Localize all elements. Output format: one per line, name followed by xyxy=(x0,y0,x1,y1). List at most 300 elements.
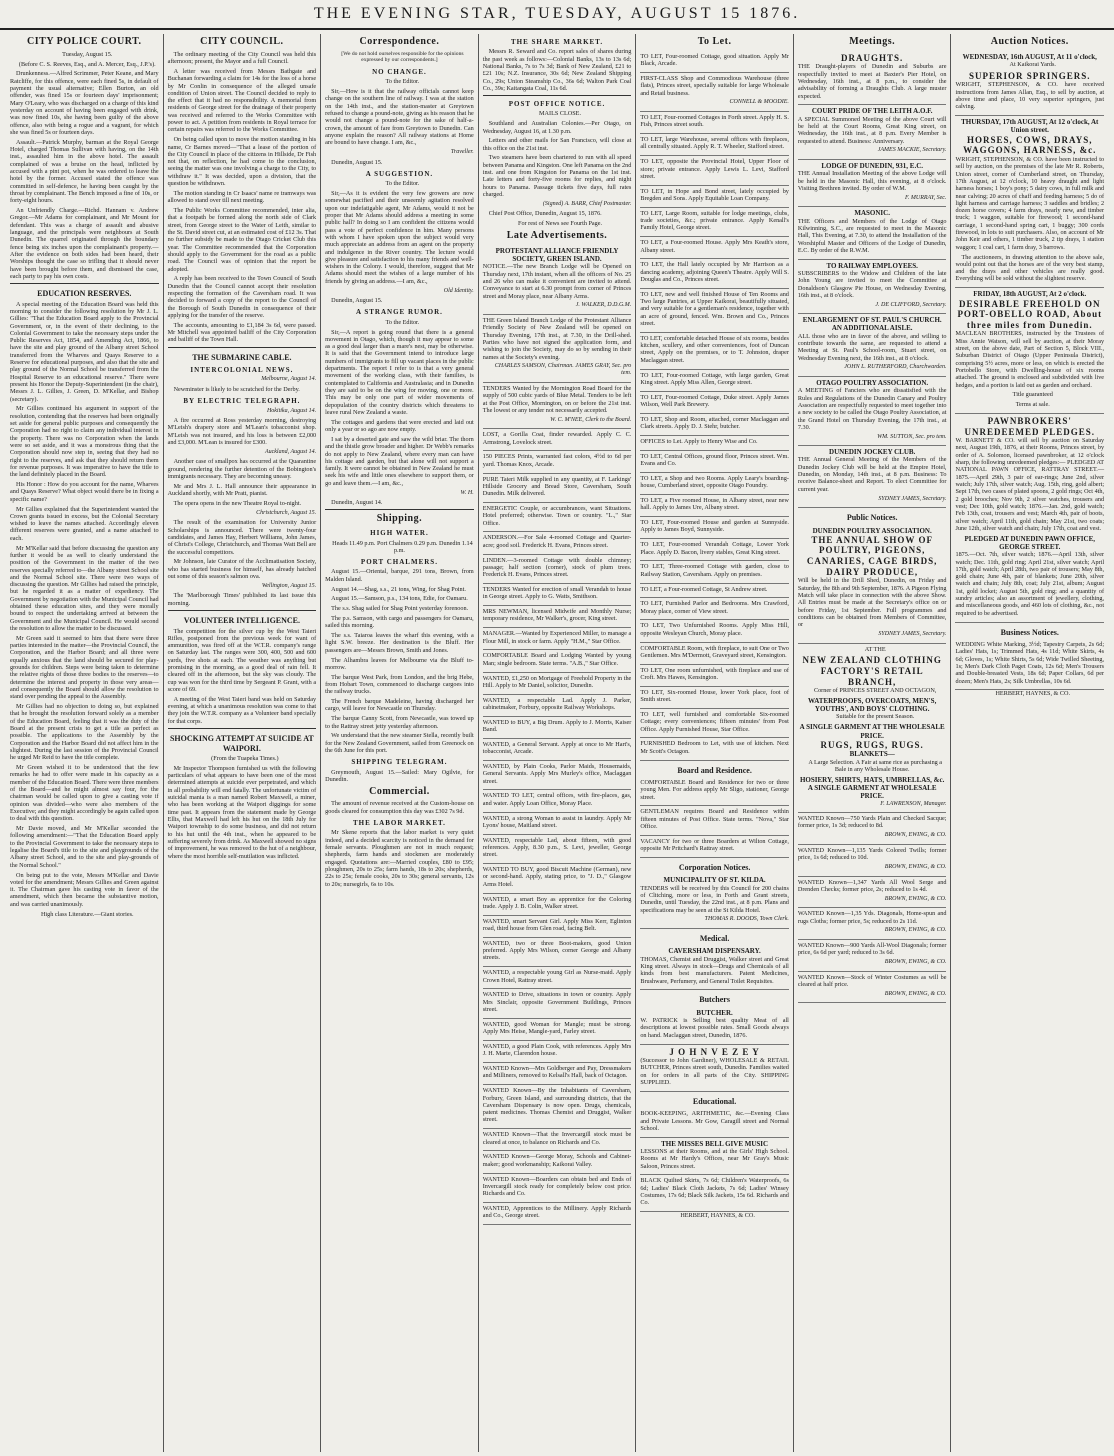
post-office-signature: (Signed) A. BARR, Chief Postmaster. xyxy=(542,200,632,207)
shipping-entry: The French barque Madeleine, having discharged her cargo, will leave for Newcastle on Thursday. xyxy=(325,698,474,713)
article-paragraph: On being put to the vote, Messrs M'Kellar and Davie voted for the amendment; Messrs Gillies and Green against it. The Chairman gave his casting vote in favor of the amendment, which then became the substantive motion, and was carried unanimously. xyxy=(10,871,159,908)
notice-heading: DUNEDIN POULTRY ASSOCIATION. xyxy=(812,526,932,535)
shipping-entry: The barque Canny Scott, from Newcastle, was towed up to the Rattray street jetty yesterday afternoon. xyxy=(325,715,474,730)
notice-heading: ENLARGEMENT OF ST. PAUL'S CHURCH. AN ADDITIONAL AISLE. xyxy=(802,316,942,333)
notice xyxy=(798,160,947,207)
correspondence-heading: Correspondence. xyxy=(359,36,440,47)
auction-date: THURSDAY, 17th AUGUST, At 12 o'clock, At Union street. xyxy=(961,118,1099,135)
letter-heading: A SUGGESTION. xyxy=(365,169,434,178)
classified-ad xyxy=(640,73,789,112)
notice xyxy=(798,51,947,106)
auction-body: 1875.—Oct. 7th, silver watch; 1876.—April 13th, silver watch; Dec. 11th, gold ring; April 21st, silver watch; April 17th, gold watch; April 28th, two pair of trousers; May 8th, gold chain; June 4th, pair of blankets; June 20th, silver watch and chain; July 8th, coat; July 21st, album; August 1st, gold locket; August 5th, gold ring; and a quantity of sundry articles; also an assortment of jewellery, clothing, and miscellaneous goods, and 460 lots of clothing, &c., not required to be advertised. xyxy=(955,551,1105,617)
column-footer: HERBERT, HAYNES, & CO. xyxy=(680,1212,755,1220)
ad-body: BLACK Quilted Skirts, 7s 6d; Children's Waterproofs, 6s 6d; Ladies' Black Cloth Jackets, 7s 6d; Ladies' Winsey Costumes, 17s 6d; Black Silk Jackets, 15s 6d. Richards and Co. xyxy=(640,1177,789,1207)
classified-ad xyxy=(483,717,632,739)
ad-body: TO LET, the Hall lately occupied by Mr Harrison as a dancing academy, adjoining Queen's Theatre. Apply Will S. Douglas and Co., Princes street. xyxy=(640,261,789,283)
ad-body: WANTED Known—By the Inhabitants of Caversham, Forbury, Green Island, and surrounding districts, that the Caversham Dispensary is now open. Drugs, chemicals, patent medicines. Thomas Chemist and Druggist, Walker street. xyxy=(482,1087,632,1124)
letter-heading: NO CHANGE. xyxy=(372,67,427,76)
post-office-subheading: MAILS CLOSE. xyxy=(539,110,581,118)
article-paragraph: Mr Johnson, late Curator of the Acclimatisation Society, who has started business for himself, has already hatched out some of this season's salmon ova. xyxy=(167,558,317,581)
education-heading: EDUCATION RESERVES. xyxy=(37,289,132,299)
ad-body: (Successor to John Gardiner), WHOLESALE & RETAIL BUTCHER, Princes street south, Dunedin. Families waited on for orders in all parts of the City. SHIPPING SUPPLIED. xyxy=(640,1057,789,1087)
late-advertisements-heading: Late Advertisements. xyxy=(506,230,608,242)
shipping-entry: August 15.—Oriental, barque, 291 tons, Brown, from Malden Island. xyxy=(325,568,474,583)
classified-ad xyxy=(483,695,632,717)
notice-signature: JAMES MACKIE, Secretary. xyxy=(877,147,947,154)
auction-body: W. BARNETT & CO. will sell by auction on Saturday next, August 19th, 1876, at their Rooms, Princes street, by order of A. Solomon, licensed pawnbroker, at 12 o'clock sharp, the following unredeemed pledges:— PLEDGED AT NATIONAL PAWN OFFICE, RATTRAY STREET.— 1875.—April 29th, 3 pair of ear-rings; June 2nd, silver watch; July 17th, silver watch; Aug. 15th, ring, gold albert; Sept 17th, two cases of plated spoons, 2 gold rings; Oct 4th, 2 gold brooches; Nov 9th, 2 silver watches, trousers and vest; Dec 10th, gold watch; 1876.—Jan. 2nd, gold watch; Feb 13th, coat, trousers and vest; March 4th, pair of boots, silver watch; April 11th, gold chain; May 21st, two coats; June 12th, silver watch and chain; July 17th, coat and vest. xyxy=(955,437,1105,532)
ad-body: WANTED to BUY, a Big Drum. Apply to J. Morris, Kaiser Band. xyxy=(482,718,632,734)
classified-ad xyxy=(483,790,632,812)
classified-ad xyxy=(640,451,789,473)
article-paragraph: (Before C. S. Reeves, Esq., and A. Mercer, Esq., J.P.'s). xyxy=(18,60,156,68)
classified-ad xyxy=(640,495,789,517)
article-paragraph: The opera opens in the new Theatre Royal to-night. xyxy=(173,499,302,507)
classified-ad xyxy=(955,639,1104,690)
ad-body: 150 PIECES Prints, warranted fast colors, 4½d to 6d per yard. Thomas Knox, Arcade. xyxy=(482,453,632,468)
ad-body: VACANCY for two or three Boarders at Wilton Cottage, opposite Mr Pritchard's Rattray street. xyxy=(640,837,789,853)
notice-body: SUBSCRIBERS to the Widow and Children of the late John Young are invited to meet the Committee at Donaldson's Glasgow Pie House, on Wednesday Evening, 16th inst., at 8 o'clock. xyxy=(797,269,947,299)
letter-salutation: To the Editor. xyxy=(385,78,420,86)
article-paragraph: Mr Inspector Thompson furnished us with the following particulars of what appears to have been one of the most determined attempts at suicide ever perpetrated, and which in all probability will end fatally. The unfortunate victim of suicidal mania is a man named Robert Maxwell, a miner, who has been working at the Waipori diggings for some time past. It appears from the statement made by George Ellis, that Maxwell had left his hut on the 18th July for Waipori township to do some business, and did not return to his hut until the 4th inst., when he appeared to be suffering severely from drink. As Maxwell showed no signs of improvement, he was removed to the hut of a neighbour, where the most horrible self-mutilation was inflicted. xyxy=(167,764,317,860)
ad-body: NOTICE.—The new Branch Lodge will be Opened on Thursday next, 17th instant, when all the officers of No. 25 and 26 who can make it convenient are invited to attend. Conveyance to start at 6.30 prompt from corner of Princes street and Moray place, near Albany Arms. xyxy=(482,263,632,300)
dateline: Hokitika, August 14. xyxy=(266,407,317,414)
notice-heading: DUNEDIN JOCKEY CLUB. xyxy=(829,448,916,457)
port-heading: PORT CHALMERS. xyxy=(360,558,438,567)
column-5 xyxy=(636,34,794,1452)
article-paragraph: The competition for the silver cup by the West Taieri Rifles, postponed from the previous week for want of ammunition, was fired off at the W.T.R. company's range on Saturday last. The ranges were 300, 400, 500 and 600 yards, five shots at each. The weather was anything but promising in the morning, as a good deal of rain fell. It cleared off in the afternoon, but the sky was cloudy. The cup was won for the third time by Sergeant P. Grant, with a score of 69. xyxy=(167,627,317,693)
article-paragraph: Southland and Australian Colonies.—Per Otago, on Wednesday, August 16, at 1.30 p.m. xyxy=(482,120,632,135)
article-paragraph: The motion standing in Cr Isaacs' name re tramways was allowed to stand over till next meeting. xyxy=(167,189,317,205)
ad-heading: J O H N V E Z E Y xyxy=(669,1046,760,1057)
ad-display-text: HOSIERY, SHIRTS, HATS, UMBRELLAS, &c. xyxy=(799,775,945,784)
ad-signature: F. LAWRENSON, Manager. xyxy=(880,800,947,807)
ad-signature: BROWN, EWING, & CO. xyxy=(884,832,947,839)
ad-body: FIRST-CLASS Shop and Commodious Warehouse (three flats), Princes street, specially suitable for large Wholesale and Retail business. xyxy=(640,74,789,97)
classified-ad xyxy=(640,874,789,929)
ad-display-text: RUGS, RUGS, RUGS. xyxy=(820,739,924,750)
to-let-heading: To Let. xyxy=(697,36,732,47)
ad-body: THOMAS, Chemist and Druggist, Walker street and Great King street. Always in stock—Drugs and Chemicals of all kinds from best manufacturers. Patent Medicines, Brushware, Perfumery, and General Toilet Requisites. xyxy=(640,955,789,985)
classified-ad xyxy=(483,555,632,584)
classified-ad xyxy=(640,51,789,73)
ad-body: WANTED TO BUY, good Biscuit Machine (German), new or second-hand. Apply, stating price, to "J. D.," Glasgow Arms Hotel. xyxy=(482,866,632,888)
ad-body: MANAGER.—Wanted by Experienced Miller, to manage a Flour Mill, in stock or farm. Apply "H.M.," Star Office. xyxy=(482,630,632,645)
article-paragraph: The 'Marlborough Times' published its last issue this morning. xyxy=(167,592,317,607)
article-paragraph: Mr M'Kellar said that before discussing the question any further it would be as well to clearly understand the position of the Government in the matter of the two reserves specially referred to—the Albany street School site and the Normal School site. There were two ways of discussing the question. Mr Gillies had raised the principle, but he regarded it as a matter of expediency. The Government by negotiation with the Municipal Council had obtained these education sites, and they were morally bound to respect the undertaking arrived at between the Government and the Municipal Council. He would second the resolution to allow the matter to be discussed. xyxy=(10,544,159,633)
article-paragraph: Tuesday, August 15. xyxy=(62,50,113,58)
notice xyxy=(798,446,947,508)
clothing-advertisement xyxy=(798,644,947,814)
classified-ad xyxy=(483,429,632,451)
divider xyxy=(10,283,159,284)
classified-ad xyxy=(640,1138,789,1176)
letter-signature: W. H. xyxy=(460,489,474,496)
notice xyxy=(798,314,947,377)
letter-salutation: To the Editor. xyxy=(385,318,420,326)
classified-ad xyxy=(640,709,789,738)
notice xyxy=(798,377,947,446)
ad-body: COMFORTABLE Board and Residence for two or three young Men. For address apply Mr Sligo, stationer, George street. xyxy=(640,778,789,801)
classified-ad xyxy=(483,451,632,473)
classified-ad xyxy=(640,687,789,709)
classified-ad xyxy=(483,1129,632,1151)
classified-ad xyxy=(640,208,789,237)
shipping-entry: August 14.—Shag, s.s., 21 tons, Wing, for Shag Point. xyxy=(331,585,466,593)
ad-body: TO LET, comfortable detached House of six rooms, besides kitchen, scullery, and other conveniences, foot of Duncan street, Apply on the premises, or to T. Johnston, draper Maclaggan street. xyxy=(640,334,789,364)
notice-body: A MEETING of Fanciers who are dissatisfied with the Rules and Regulations of the Dunedin Canary and Poultry Association are respectfully requested to meet together into a new society to be called the Otago Poultry Association, at the Grand Hotel on Thursday Evening, the 17th inst., at 7.30. xyxy=(797,387,947,431)
notice-body: THE Officers and Members of the Lodge of Otago Kilwinning, S.C., are requested to meet in the Masonic Hall, This Evening, at 7.30, to attend the Installation of the Worshipful Master and Officers of the Lodge of Dunedin, E.C. By order of the R.W.M. xyxy=(797,217,947,254)
classified-ad xyxy=(483,673,632,695)
ad-body: TO LET, Four-roomed Cottage, good situation. Apply Mr Black, Arcade. xyxy=(640,52,789,68)
classified-ad xyxy=(483,1085,632,1129)
auction-title-note: Title guaranteed xyxy=(1012,391,1053,399)
notice-body: ALL those who are in favor of the above, and willing to contribute towards the same, are requested to attend a Meeting at St. Paul's School-room, Stuart street, on Wednesday Evening next, the 16th inst., at 8 o'clock. xyxy=(797,332,947,362)
classified-ad xyxy=(798,908,947,940)
auction-notice xyxy=(955,51,1104,116)
ad-body: WANTED Known—That the Invercargill stock must be cleared at once, to balance on Richards and Co. xyxy=(482,1131,632,1146)
classified-ad xyxy=(640,186,789,208)
classified-ad xyxy=(640,289,789,333)
notice-display-text: THE ANNUAL SHOW OF POULTRY, PIGEONS, CANARIES, CAGE BIRDS, DAIRY PRODUCE, xyxy=(806,534,938,577)
ad-display-text: A SINGLE GARMENT AT THE WHOLESALE PRICE. xyxy=(799,723,945,740)
article-paragraph: Letters and other mails for San Francisco, will close at this office on the 21st inst. xyxy=(482,137,632,152)
article-paragraph: Another case of smallpox has occurred at the Quarantine ground, rendering the further detention of the Bobington's immigrants necessary. They are becoming uneasy. xyxy=(167,458,317,481)
classified-ad xyxy=(640,333,789,370)
police-court-heading: CITY POLICE COURT. xyxy=(27,36,142,47)
ad-body: WANTED, Apprentices to the Millinery. Apply Richards and Co., George street. xyxy=(482,1204,632,1220)
dateline: Wellington, August 15. xyxy=(261,582,317,589)
ad-body: WANTED TO LET, central offices, with fire-places, gas, and water. Apply Loan Office, Moray Place. xyxy=(482,792,632,807)
ad-body: TENDERS will be received by this Council for 200 chains of Clitching, more or less, in Forth and Grant streets, Dunedin, until Tuesday, the 22nd inst., at 8 p.m. Plans and specifications may be seen at the St Kilda Hotel. xyxy=(640,884,789,914)
article-paragraph: Drunkenness.—Alfred Scrimmer, Peter Keane, and Mary Ratcliffe, for this offence, were each fined 5s, in default of payment the usual alternative; Ellen Burton, an old offender, was fined 15s or fourteen days' imprisonment; Mary O'Leary, who was discharged on a charge of this kind yesterday on account of having been engaged with drink, was now fined 10s, she having been guilty of the above offence, also with being a rogue and a vagrant, for which she was fined 5s or fourteen days. xyxy=(10,70,159,136)
ad-body: TO LET, a Four-roomed Cottage, St Andrew street. xyxy=(640,585,768,593)
ad-body: TO LET, Four-roomed House and garden at Sunnyside. Apply to James Boyd, Sunnyside. xyxy=(640,519,789,534)
classified-ad xyxy=(483,315,632,383)
ad-body: TO LET, Three-roomed Cottage with garden, close to Railway Station, Caversham. Apply on premises. xyxy=(640,563,789,578)
ad-body: TO LET, a Shop and two Rooms. Apply Leary's boarding-house, Cumberland street, opposite Otago Foundry. xyxy=(640,474,789,490)
article-paragraph: Sir,—As it is evident the very few growers are now somewhat pacified and their unseemly agitation resolved upon our indefatigable agent, Mr Adams, would it not be proper that Mr Adams should address a meeting in some public hall? In doing so I am confident the citizens would pass a vote of perfect confidence in him. Many persons with whom I have spoken upon the subject would very much appreciate an address from an agent on the property and indulgence in the River country. The lecture would give pleasure and satisfaction to his many friends and well-wishers in the Colony. I would, therefore, suggest that Mr Adams should meet the wishes of a large number of his friends by giving an address.—I am, &c., xyxy=(325,190,474,285)
ad-heading: BUTCHER. xyxy=(696,1008,733,1017)
classified-ad xyxy=(483,894,632,916)
dateline: Melbourne, August 14. xyxy=(261,376,317,383)
classified-ad xyxy=(640,370,789,392)
classified-ad xyxy=(483,1174,632,1203)
classified-ad xyxy=(640,517,789,539)
ad-body: WANTED, smart Servant Girl. Apply Miss Kerr, Eglinton road, third house from Glen road, facing Belt. xyxy=(482,917,632,932)
ad-body: WANTED Known—750 Yards Plain and Checked Sacque; former price, 1s 3d; reduced to 8d. xyxy=(797,815,947,830)
shipping-entry: The s.s. Shag sailed for Shag Point yesterday forenoon. xyxy=(331,605,469,613)
article-paragraph: A fire occurred at Ross yesterday morning, destroying M'Leish's drapery store and M'Lean's tobacconist shop. M'Leish was not insured, and his loss is between £2,000 and £3,000. M'Lean is insured for £300. xyxy=(167,417,317,447)
classified-ad xyxy=(640,237,789,259)
ad-display-text: A SINGLE GARMENT AT WHOLESALE PRICE. xyxy=(807,784,937,801)
classified-ad xyxy=(483,606,632,628)
article-paragraph: Newminster is likely to be scratched for the Derby. xyxy=(173,385,300,393)
cable-heading: THE SUBMARINE CABLE. xyxy=(192,352,292,362)
ad-body: TO LET, a Five roomed House, in Albany street, near new hall. Apply to James Ure, Albany street. xyxy=(640,497,789,512)
classified-ad xyxy=(640,392,789,414)
ad-body: WANTED Known—1,135 Yards Colored Twills; former price, 1s 6d; reduced to 10d. xyxy=(797,846,947,862)
letter-heading: A STRANGE RUMOR. xyxy=(355,308,443,317)
ad-body: THE Green Island Branch Lodge of the Protestant Alliance Friendly Society of New Zealand will be opened on Thursday Evening, 17th inst., at 7.30, in the Drill-shed. Parties who have not signed the application form, and wishing to join the Society, may do so by sending in their names at the Society's evening. xyxy=(482,316,632,361)
suicide-heading: SHOCKING ATTEMPT AT SUICIDE AT WAIPORI. xyxy=(169,734,314,753)
article-paragraph: An Unfriendly Charge.—Richd. Hannam v. Andrew Gregor.—Mr Adams for complainant, and Mr Mount for defendant. This was a charge of assault and abusive language, and the principals were neighbours at South Dunedin. The quarrel originated through the boundary fence being six inches upon the complainant's property.—After the evidence on both sides had been heard, their Worships thought the case so trifling that it should never have been brought before them, and dismissed the case, each party to pay his own costs. xyxy=(10,207,159,280)
auction-date: WEDNESDAY, 16th AUGUST, At 11 o'clock, xyxy=(962,52,1097,61)
post-office-heading: POST OFFICE NOTICE. xyxy=(508,100,606,109)
column-footer: High class Literature.—Giant stories. xyxy=(40,910,134,918)
auction-terms: Terms at sale. xyxy=(1015,401,1050,409)
business-notices-heading: Business Notices. xyxy=(1000,627,1059,637)
auction-title: HORSES, COWS, DRAYS, WAGGONS, HARNESS, &c. xyxy=(963,134,1097,156)
column-footer: HERBERT, HAYNES, & CO. xyxy=(995,690,1071,698)
ad-signature: BROWN, EWING, & CO. xyxy=(884,959,947,966)
article-paragraph: Mr Gillies had no objection to doing so, but explained that he brought the resolution forward solely as a member of the Education Board, feeling that it was the duty of the Board at the present crisis to get a title as perfect as possible. The applications to the Assembly by the Corporation and the Harbor Board did not affect him in the slightest. During the last session of the Provincial Council he urged Mr Reid to have the title complete. xyxy=(10,703,159,762)
auction-body: MACLEAN BROTHERS, instructed by the Trustees of Miss Annie Watson, will sell by auction, at their Moray street, on the above date, Part of Section 5, Block VIII., Suburban District of Otago (Upper Peninsula District), comprising 5½ acres, more or less, on which is erected the Portobello Store, with Dwelling-house of six rooms attached. The ground is enclosed and subdivided with live hedges, and a portion is laid out as garden and orchard. xyxy=(955,330,1105,389)
column-4 xyxy=(479,34,637,1452)
ad-signature: CHARLES SAMSON, Chairman. JAMES GRAY, Sec. pro tem. xyxy=(494,363,632,377)
ad-signature: CONNELL & MOODIE. xyxy=(729,99,789,106)
ad-body: WANTED to Drive, situations in town or country. Apply Mrs Sinclair, opposite Government Buildings, Princes street. xyxy=(482,991,632,1013)
ad-body: W. PATRICK is Selling best quality Meat of all descriptions at lowest possible rates. Small Goods always on hand. Maclaggan street, Dunedin, 1876. xyxy=(640,1017,789,1039)
notice xyxy=(798,525,947,644)
article-paragraph: A meeting of the West Taieri band was held on Saturday evening, at which a unanimous resolution was come to that they join the W.T.R. company as a Volunteer band specially for that corps. xyxy=(167,695,317,725)
classified-ad xyxy=(640,561,789,583)
high-water-heading: HIGH WATER. xyxy=(370,529,429,538)
classified-ad xyxy=(483,1151,632,1173)
notice-body: A SPECIAL Summoned Meeting of the above Court will be held at the Court Rooms, Great King street, on Wednesday, the 16th inst., at 8 p.m. Every Member is requested to attend. Business: Anniversary. xyxy=(797,115,947,145)
shipping-entry: Greymouth, August 15.—Sailed: Mary Ogilvie, for Dunedin. xyxy=(325,768,474,783)
ad-body: WANTED, a smart Boy as apprentice for the Coloring trade. Apply J. B. Colin, Walker street. xyxy=(482,895,632,910)
classified-ad xyxy=(640,1175,789,1212)
ad-body: TO LET, Shop and Room, attached, corner Maclaggan and Clark streets. Apply D. J. Stehr, butcher. xyxy=(640,415,789,431)
ad-display-text: BLANKETS— xyxy=(849,750,895,759)
classified-ad xyxy=(483,383,632,429)
shipping-entry: The p.s. Samson, with cargo and passengers for Oamaru, sailed this morning. xyxy=(325,614,474,630)
ad-signature: J. WALKER, D.D.G.M. xyxy=(575,302,632,309)
ad-body: COMFORTABLE Board and Lodging Wanted by young Man; single bedroom. State terms. "A.B.," Star Office. xyxy=(482,652,632,667)
ad-body: BOOK-KEEPING, ARITHMETIC, &c.—Evening Class and Private Lessons. Mr Gow, Caragill street and Normal School. xyxy=(640,1110,789,1132)
ad-display-text: WATERPROOFS, OVERCOATS, MEN'S, YOUTHS', AND BOYS' CLOTHING. xyxy=(808,696,937,714)
corporation-notices-heading: Corporation Notices. xyxy=(678,862,751,872)
share-market-heading: THE SHARE MARKET. xyxy=(510,38,604,46)
classified-ad xyxy=(640,1108,789,1137)
classified-ad xyxy=(640,620,789,642)
notice-body: THE Draught-players of Dunedin and Suburbs are respectfully invited to meet at Baxter's Pier Hotel, on Wednesday, 16th inst., at 8 p.m., to consider the advisability of forming a Draughts Club. A large muster expected. xyxy=(797,63,947,100)
shipping-entry: The barque West Park, from London, and the brig Hebe, from Hobart Town, commenced to discharge cargoes into the railway trucks. xyxy=(325,673,474,696)
classified-ad xyxy=(483,916,632,938)
ad-signature: W. C. M'NEE, Clerk to the Board. xyxy=(550,416,632,423)
auction-body: The auctioneers, in drawing attention to the above sale, would point out that the horses are of the very best stamp, and the drays and other vehicles are really good. Everything will be sold without the slightest reserve. xyxy=(955,253,1105,283)
ad-body: WANTED, a good Plain Cook, with references. Apply Mrs J. H. Marte, Clarendon house. xyxy=(482,1042,632,1058)
ad-body: OFFICES to Let. Apply to Henry Wise and Co. xyxy=(640,437,758,445)
auction-title: PAWNBROKERS' UNREDEEMED PLEDGES. xyxy=(964,415,1096,437)
dateline: Christchurch, August 15. xyxy=(256,509,317,516)
divider xyxy=(168,347,317,348)
classified-ad xyxy=(483,532,632,554)
column-7 xyxy=(951,34,1108,1452)
ad-body: TO LET, well furnished and comfortable Six-roomed Cottage; every conveniences; fifteen minutes' from Post Office. Apply Furnished House, Star Office. xyxy=(640,710,789,733)
ad-body: WANTED, a respectable Lad. Apply J. Parker, cabinetmaker, Forbury, opposite Railway Workshops. xyxy=(482,696,632,711)
article-paragraph: The accounts, amounting to £1,184 3s 6d, were passed. Mr Mitchell was appointed bailiff of the City Corporation and bailiff of the Town Hall. xyxy=(167,321,317,344)
ad-body: TENDERS Wanted by the Mornington Road Board for the supply of 500 cubic yards of Blue Metal. Tenders to be left at the Post Office, Mornington, on or before the 21st inst. The lowest or any tender not necessarily accepted. xyxy=(482,384,632,414)
ad-body: WANTED, £1,250 on Mortgage of Freehold Property in the Hill. Apply to Mr Daniel, solicitor, Dunedin. xyxy=(482,674,632,689)
article-subheading: (From the Tuapeka Times.) xyxy=(211,754,279,762)
notice-body: THE Annual General Meeting of the Members of the Dunedin Jockey Club will be held at the Empire Hotel, Dunedin, on Monday, 14th inst., at 8 p.m. Business: To receive Balance-sheet and Report. To elect Committee for current year. xyxy=(797,456,947,493)
classified-ad xyxy=(640,945,789,990)
classified-ad xyxy=(640,584,789,599)
post-office-date: Chief Post Office, Dunedin, August 15, 1876. xyxy=(488,210,602,218)
ad-body: WANTED, two or three Boot-makers, good Union preferred. Apply Mrs Wilson, corner George and Albany streets. xyxy=(482,939,632,962)
article-paragraph: The result of the examination for University Junior Scholarships is announced. There were twenty-four candidates, and James Hay, Herbert Williams, John James, of Christ's College, Christchurch, and Thomas Watt Bell are the successful competitors. xyxy=(167,519,317,556)
classified-ad xyxy=(640,112,789,134)
classified-ad xyxy=(640,598,789,620)
classified-ad xyxy=(798,877,947,909)
auction-body: WRIGHT, STEPHENSON, & CO. have been instructed to sell by auction, on the premises of the late Mr R. Roberts, Union street, corner of Cumberland street, on Thursday, 17th August, at 12 o'clock, 10 heavy draught and light harness horses; 1 boy's pony; 5 dairy cows, in full milk and near calving; 20 acres of chaff and feeding harness; 5 do of light harness and carriage harness; 3 saddles and bridles; 2 dozen horse covers; 4 farm drays, nearly new, and timber truck; 1 waggon, suitable for firewood; 1 second-hand carriage, 1 second-hand spring cart, 1 buggy; 300 cords firewood, in lots to suit purchasers. Also, on account of Mr John Keir and others, 1 timber truck, 2 tip drays, 1 station waggon; 1 coal cart, 1 farm dray, 3 barrows. xyxy=(955,155,1105,251)
commercial-heading: Commercial. xyxy=(369,785,430,797)
divider xyxy=(168,610,317,611)
classified-ad xyxy=(640,539,789,561)
notice xyxy=(798,260,947,315)
notice-signature: WM. SUTTON, Sec. pro tem. xyxy=(877,433,947,440)
classified-ad xyxy=(483,503,632,532)
article-paragraph: Mr Skene reports that the labor market is very quiet indeed, and a decided scarcity is noticed in the demand for female servants. Ploughmen are not in much request; shepherds, farm hands and stockmen are moderately engaged. Quotations are:—Married couples, £80 to £95; ploughmen, 20s to 25s; farm hands, 18s to 20s; shepherds, 22s to 25s; female cooks, 20s to 30s; general servants, 12s to 20s; nursegirls, 6s to 10s. xyxy=(325,829,474,888)
letter-signature: Traveller. xyxy=(450,149,474,156)
classified-ad xyxy=(483,739,632,761)
classified-ad xyxy=(640,1007,789,1045)
classified-ad xyxy=(798,972,947,1004)
auction-title: DESIRABLE FREEHOLD ON PORT-OBELLO ROAD, About three miles from Dunedin. xyxy=(957,298,1103,330)
city-council-heading: CITY COUNCIL. xyxy=(200,36,284,47)
letter-signature: Old Identity. xyxy=(443,287,474,294)
ad-body: LESSONS at their Rooms, and at the Girls' High School. Rooms at Mr Hardy's Offices, near Mr Gray's Music Saloon, Princes street. xyxy=(640,1148,789,1170)
ad-body: TO LET, One room unfurnished, with fireplace and use of Croft. Mrs Hawes, Kensington. xyxy=(640,666,789,681)
classified-ad xyxy=(640,473,789,495)
board-residence-heading: Board and Residence. xyxy=(677,765,752,775)
classified-ad xyxy=(640,738,789,760)
classified-ad xyxy=(640,806,789,835)
ad-signature: THOMAS R. DOODS, Town Clerk. xyxy=(704,916,789,923)
educational-heading: Educational. xyxy=(692,1096,737,1106)
article-paragraph: Sir,—How is it that the railway officials cannot keep change on the southern line of railway. I was at the station on the 14th inst., and the station-master at Greytown refused to change a pound-note, giving as his reason that he would not change a pound-note for the sake of half-a-crown, the amount of fare from Greytown to Dunedin. Can anyone explain the reason? All railway stations at Home are bound to have change. I am, &c., xyxy=(325,88,474,147)
article-paragraph: Mr Gillies continued his argument in support of the resolution, contending that the reserves had been originally set aside for general public purposes and consequently the Corporation had no right to claim any individual interest in the property. There was no Corporation when the lands were so set aside, and it was a monstrous thing that the Corporation should now step in, seeing that they had no right to the reserves, and ask that they should return them for revenue purposes. It was imperative to have the title to the land definitely placed in the Board. xyxy=(10,405,159,479)
notice-signature: J. DE CLIFFORD, Secretary. xyxy=(875,301,947,308)
classified-ad xyxy=(798,940,947,972)
notice-heading: TO RAILWAY EMPLOYEES. xyxy=(826,261,918,270)
ad-text: Corner of PRINCES STREET AND OCTAGON, xyxy=(813,687,937,695)
column-3 xyxy=(321,34,479,1452)
telegraph-heading: BY ELECTRIC TELEGRAPH. xyxy=(183,397,301,406)
article-paragraph: Mr Gillies explained that the Superintendent wanted the Crown grants issued in excess, but the Colonial Secretary wished to leave the names attached. Accordingly eleven different reserves were granted, and a name attached to each. xyxy=(10,505,159,542)
high-water-table: Heads 11.49 p.m. Port Chalmers 0.29 p.m. Dunedin 1.14 p.m. xyxy=(332,539,473,554)
article-paragraph: His Honor : How do you account for the name, Wharves and Quays Reserve? What object would there be in fixing a specific name? xyxy=(10,481,159,503)
shipping-entry: The s.s. Taiaroa leaves the wharf this evening, with a light S.W. breeze. Her destination is the Bluff. Her passengers are—Messrs Brown, Smith and Jones. xyxy=(325,632,474,654)
butchers-heading: Butchers xyxy=(699,995,730,1005)
column-6 xyxy=(794,34,952,1452)
notice xyxy=(798,207,947,259)
ad-body: TENDERS Wanted for erection of small Verandah to house in George street. Apply to G. Watts, Smithson. xyxy=(482,586,632,601)
ad-heading: MUNICIPALITY OF ST. KILDA. xyxy=(663,876,766,885)
news-continuation-note: For rest of News see Fourth Page. xyxy=(518,220,603,228)
column-2 xyxy=(164,34,322,1452)
ad-body: TO LET, Four-roomed Cottage, Duke street. Apply James Wilson, Well Park Brewery. xyxy=(640,393,789,408)
article-paragraph: Assault.—Patrick Murphy, barman at the Royal George Hotel, charged Thomas Sullivan with having, on the 14th inst., assaulted him in the above hotel. The assault complained of was a bruise on the head, inflicted by accused with a pint pot, when he was ordered to leave the hotel by the former. Accused stated the offence was committed in self-defence, he having been caught by the throat by complainant. The Bench imposed a fine of 10s, or forty-eight hours. xyxy=(10,138,159,205)
ad-body: PURE Taieri Milk supplied in any quantity, at F. Larkings' Hillside Grocery and Bread Store, Caversham, South Dunedin. Milk delivered. xyxy=(482,475,632,498)
classified-ad xyxy=(483,864,632,893)
ad-body: ANDERSON.—For Sale 4-roomed Cottage and Quarter-acre; good soil. Frederick H. Evans, Princes street. xyxy=(482,534,632,549)
notice-signature: SYDNEY JAMES, Secretary. xyxy=(878,495,947,502)
shipping-entry: August 15.—Samson, p.s., 134 tons, Edie, for Oamaru. xyxy=(331,595,468,603)
masthead: THE EVENING STAR, TUESDAY, AUGUST 15 1876. xyxy=(0,0,1114,30)
classified-ad xyxy=(640,665,789,687)
cable-subheading: INTERCOLONIAL NEWS. xyxy=(190,366,294,375)
notice-body: Will be held in the Drill Shed, Dunedin, on Friday and Saturday, the 8th and 9th September, 1876. A Pigeon Flying Match will take place in connection with the above Show. All Entries must be made at the Secretary's office on or before Friday, 1st September. Full programmes and conditions can be obtained from Members of Committee, or xyxy=(797,577,947,629)
notice-heading: MASONIC. xyxy=(854,209,890,218)
notice-body: THE Annual Installation Meeting of the above Lodge will be held in the Masonic Hall, this evening, at 8 o'clock. Visiting Brethren invited. By order of W.M. xyxy=(797,170,947,192)
divider xyxy=(483,95,632,96)
ad-body: LOST, a Gorilla Coat, finder rewarded. Apply C. C. Armstrong, Lovelock street. xyxy=(482,431,632,446)
classified-ad xyxy=(640,1045,789,1092)
auction-notice xyxy=(955,414,1104,623)
ad-text: AT THE xyxy=(864,645,886,653)
ad-body: WANTED, a strong Woman to assist in laundry. Apply Mr Lyons' house, Maitland street. xyxy=(482,814,632,829)
classified-ad xyxy=(640,414,789,436)
ad-body: WANTED Known—900 Yards All-Wool Diagonals; former price, 6s 6d per yard; reduced to 3s 6d. xyxy=(797,941,947,957)
ad-signature: BROWN, EWING, & CO. xyxy=(884,863,947,870)
classified-ad xyxy=(640,643,789,665)
ad-display-text: NEW ZEALAND CLOTHING FACTORY'S RETAIL BRANCH, xyxy=(802,655,942,687)
ad-body: MRS NEWMAN, licensed Midwife and Monthly Nurse; temporary residence, Mr Walker's, grocer, King street. xyxy=(482,608,632,623)
ad-body: WANTED, respectable Lad, about fifteen, with good references. Apply, 8.30 p.m., S. Levi, jeweller, George street. xyxy=(482,836,632,859)
auction-notice xyxy=(955,288,1104,414)
auction-body: WRIGHT, STEPHENSON, & CO. have received instructions from James Allan, Esq., to sell by auction, at above time and place, 10 very superior springers, just calving. xyxy=(955,81,1105,111)
classified-ad xyxy=(483,1041,632,1063)
ad-body: WANTED Known—Boarders can obtain bed and Ends of Invercargill stock ready for completely below cost price. Richards and Co. xyxy=(482,1175,632,1198)
article-paragraph: A reply has been received to the Town Council of South Dunedin that the Council cannot accept their resolution respecting the formation of the Caversham road. It was decided to forward a copy of the report to the Council of the Borough of South Dunedin in consequence of their applying for the transfer of the reserve. xyxy=(167,275,317,319)
letter-date: Dunedin, August 15. xyxy=(331,158,383,166)
notice-heading: DRAUGHTS. xyxy=(841,52,904,63)
divider xyxy=(168,728,317,729)
ad-body: TO LET, opposite the Provincial Hotel, Upper Floor of store; private entrance. Apply Lewis L. Levi, Stafford street. xyxy=(640,158,789,180)
ad-body: WANTED Known—1,347 Yards All Wool Serge and Drenden Checks; former price, 2s; reduced to 1s 4d. xyxy=(797,878,947,893)
classified-ad xyxy=(483,1063,632,1085)
classified-ad xyxy=(483,584,632,606)
ad-signature: BROWN, EWING, & CO. xyxy=(884,895,947,902)
ad-body: WANTED, by Plain Cooks, Parlor Maids, Housemaids, General Servants. Apply Mrs Murley's office, Maclaggan street. xyxy=(482,763,632,785)
classified-ad xyxy=(640,436,789,451)
article-paragraph: A special meeting of the Education Board was held this morning to consider the following resolution by Mr J. L. Gillies: "That the Education Board apply to the Provincial Government, or, in the event of their declining, to the Colonial Government to take the necessary steps under the Public Reserves Act, 1854, and Amending Act, 1866, to have the site and play ground of the Albany street School transferred from the Wharves and Quays Reserve to a Reserve for educational purposes, and also that the site and play ground of the Normal School be transferred from the Hospital Reserve to an educational reserve." There were present his Honor the Deputy-Superintendent (in the chair), Messrs J. L. Gillies, J. Green, D. M'Kellar, and Bishop (secretary). xyxy=(10,300,159,403)
ad-body: TO LET, in Hope and Bond street, lately occupied by Bregden and Sons. Apply Equitable Loan Company. xyxy=(640,187,789,202)
classified-ad xyxy=(483,761,632,790)
classified-ad xyxy=(640,134,789,156)
classified-ad xyxy=(483,650,632,672)
ad-body: TO LET, Furnished Parlor and Bedrooms. Mrs Crawford, Moray place, corner of View street. xyxy=(640,600,789,615)
classified-ad xyxy=(640,259,789,288)
auction-date: FRIDAY, 18th AUGUST, At 2 o'clock. xyxy=(973,290,1087,299)
dateline: Auckland, August 14. xyxy=(264,448,317,455)
ad-body: WANTED, good Woman for Mangle; must be strong. Apply Mrs Heise, Mangle-yard, Farley street. xyxy=(482,1020,632,1036)
ad-body: TO LET, a Four-roomed House. Apply Mrs Keath's store, Albany street. xyxy=(640,239,789,254)
column-1 xyxy=(6,34,164,1452)
ad-body: TO LET, Four-roomed Cottage, with large garden, Great King street. Apply Miss Allen, George street. xyxy=(640,371,789,386)
letter-date: Dunedin, August 14. xyxy=(331,499,383,507)
article-paragraph: Mr Green said it seemed to him that there were three parties interested in the matter—the Provincial Council, the Corporation, and the Harbor Board; and all three were equally anxious that the land should be secured for play-grounds for children. Steps were being taken to determine the relative rights of those three bodies to the reserves—to determine the interest and property in those very areas—and consequently the Board should allow the resolution to stand over pending the appeal to the Assembly. xyxy=(10,634,159,701)
ad-body: WANTED Known—1,35 Yds. Diagonals, Home-spun and rugs Cloths; former price, 5s; reduced to 2s 11d. xyxy=(797,910,947,925)
ad-body: TO LET, Central Offices, ground floor, Princes street. Wm. Evans and Co. xyxy=(640,452,789,468)
article-paragraph: On being called upon to move the motion standing in his name, Cr Barnes moved—"That a lease of the portion of the City Council in place of the citizens in Hillside, Dr Fish not that, on reflection, he had come to the conclusion, seeing the matter was one involving a charge to the City, to withdraw it." It was decided, upon a division, that the question be withdrawn. xyxy=(167,136,317,188)
notice-heading: COURT PRIDE OF THE LEITH A.O.F. xyxy=(811,107,933,116)
ad-body: FURNISHED Bedroom to Let, with use of kitchen. Next Mr Scott's Octagon. xyxy=(640,740,789,755)
ad-body: WANTED Known—Stock of Winter Costumes as will be cleared at half price. xyxy=(797,973,947,988)
article-paragraph: Messrs R. Seward and Co. report sales of shares during the past week as follows:—Colonial Banks, 13s to 13s 6d; National Banks, 7s to 7s 3d; Bank of New Zealand, £21 to £21 10s; N.Z. Insurance, 30s 6d; New Zealand Shipping Co., 29s; Union Steamship Co., 36s 6d; Walton Park Coal Co., 39s; Kaitangata Coal, 11s 6d. xyxy=(482,48,632,92)
